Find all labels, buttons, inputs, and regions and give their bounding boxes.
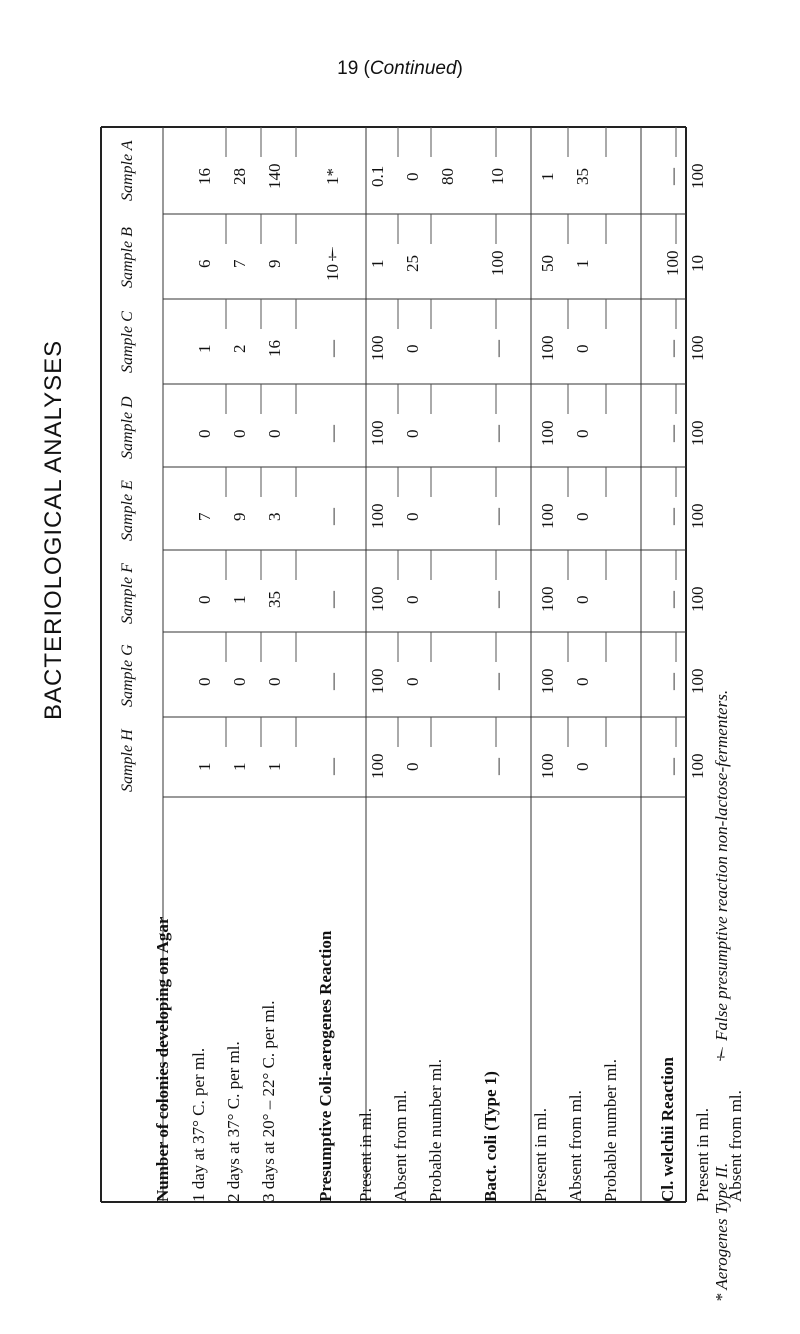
value-cell: 25 xyxy=(403,255,422,272)
value-cell: 140 xyxy=(265,163,284,190)
value-cell: — xyxy=(488,758,507,775)
value-cell: 1 xyxy=(230,595,249,604)
value-cell: 100 xyxy=(368,753,387,780)
value-cell: 100 xyxy=(488,250,507,277)
value-cell: 0 xyxy=(230,429,249,438)
value-cell: — xyxy=(488,508,507,525)
value-cell: — xyxy=(663,168,682,185)
value-cell: 100 xyxy=(688,753,707,780)
value-cell: 100 xyxy=(688,420,707,447)
value-cell: 100 xyxy=(538,668,557,695)
sample-header: Sample E xyxy=(119,480,136,541)
value-cell: — xyxy=(663,508,682,525)
sample-header: Sample H xyxy=(119,729,136,792)
value-cell: 6 xyxy=(195,259,214,268)
value-cell: 100 xyxy=(663,250,682,277)
row-label: Present in ml. xyxy=(693,1108,712,1202)
value-cell: 1 xyxy=(573,259,592,268)
value-cell: 0.1 xyxy=(368,165,387,188)
value-cell: 10† xyxy=(323,245,342,282)
value-cell: 50 xyxy=(538,255,557,272)
value-cell: 100 xyxy=(688,163,707,190)
row-label: Absent from ml. xyxy=(566,1090,585,1202)
value-cell: 0 xyxy=(573,344,592,353)
value-cell: 2 xyxy=(230,344,249,353)
row-label: Cl. welchii Reaction xyxy=(658,1057,677,1202)
value-cell: 1* xyxy=(323,168,342,185)
value-cell: 0 xyxy=(403,677,422,686)
value-cell: 0 xyxy=(403,762,422,771)
value-cell: 100 xyxy=(688,668,707,695)
row-label: Absent from ml. xyxy=(391,1090,410,1202)
row-label: Present in ml. xyxy=(356,1108,375,1202)
row-label: 1 day at 37° C. per ml. xyxy=(189,1047,208,1202)
value-cell: 16 xyxy=(265,340,284,357)
footnote-aerogenes: * Aerogenes Type II. xyxy=(712,1162,731,1303)
value-cell: 0 xyxy=(195,429,214,438)
side-title: BACTERIOLOGICAL ANALYSES xyxy=(40,339,67,721)
value-cell: — xyxy=(323,425,342,442)
row-label: 3 days at 20° – 22° C. per ml. xyxy=(259,1000,278,1202)
value-cell: 9 xyxy=(230,512,249,521)
value-cell: 1 xyxy=(538,172,557,181)
value-cell: — xyxy=(663,758,682,775)
value-cell: 35 xyxy=(573,168,592,185)
value-cell: — xyxy=(323,591,342,608)
value-cell: 100 xyxy=(368,420,387,447)
value-cell: — xyxy=(488,673,507,690)
value-cell: 100 xyxy=(368,335,387,362)
value-cell: 100 xyxy=(368,503,387,530)
value-cell: — xyxy=(323,758,342,775)
value-cell: 80 xyxy=(438,168,457,185)
value-cell: 1 xyxy=(368,259,387,268)
value-cell: 100 xyxy=(538,503,557,530)
value-cell: 1 xyxy=(230,762,249,771)
value-cell: — xyxy=(663,591,682,608)
value-cell: 9 xyxy=(265,259,284,268)
value-cell: — xyxy=(323,673,342,690)
value-cell: 35 xyxy=(265,591,284,608)
row-label: Number of colonies developing on Agar xyxy=(153,916,172,1202)
value-cell: 100 xyxy=(538,753,557,780)
value-cell: 0 xyxy=(573,677,592,686)
row-label: Absent from ml. xyxy=(726,1090,745,1202)
sample-header: Sample G xyxy=(119,644,136,707)
value-cell: 1 xyxy=(265,762,284,771)
row-label: Probable number ml. xyxy=(426,1058,445,1202)
sample-header: Sample F xyxy=(119,563,136,624)
page-number: 19 xyxy=(337,58,359,79)
value-cell: 1 xyxy=(195,762,214,771)
value-cell: 100 xyxy=(688,503,707,530)
value-cell: 100 xyxy=(538,586,557,613)
value-cell: 100 xyxy=(538,420,557,447)
page-header: 19 (Continued) xyxy=(337,58,463,79)
value-cell: — xyxy=(663,340,682,357)
value-cell: 3 xyxy=(265,512,284,521)
value-cell: 0 xyxy=(573,429,592,438)
value-cell: 0 xyxy=(265,677,284,686)
value-cell: 0 xyxy=(230,677,249,686)
value-cell: 0 xyxy=(573,595,592,604)
value-cell: — xyxy=(323,340,342,357)
sample-header: Sample D xyxy=(119,396,136,459)
value-cell: — xyxy=(488,340,507,357)
row-label: Bact. coli (Type 1) xyxy=(481,1071,500,1202)
row-label: Present in ml. xyxy=(531,1108,550,1202)
value-cell: 0 xyxy=(403,429,422,438)
continued-label: Continued xyxy=(369,58,457,79)
footnotes xyxy=(712,690,732,1302)
row-label: Presumptive Coli-aerogenes Reaction xyxy=(316,930,335,1202)
value-cell: 0 xyxy=(573,762,592,771)
sample-header: Sample A xyxy=(119,140,136,201)
value-cell: — xyxy=(663,425,682,442)
row-label: 2 days at 37° C. per ml. xyxy=(224,1041,243,1202)
value-cell: 0 xyxy=(195,595,214,604)
value-cell: 0 xyxy=(403,172,422,181)
value-cell: — xyxy=(488,425,507,442)
value-cell: 1 xyxy=(195,344,214,353)
value-cell: 100 xyxy=(368,668,387,695)
value-cell: 10 xyxy=(688,255,707,272)
value-cell: 100 xyxy=(688,586,707,613)
value-cell: 0 xyxy=(403,595,422,604)
value-cell: 0 xyxy=(265,429,284,438)
footnote-false-presumptive: † False presumptive reaction non-lactose-fermenters. xyxy=(712,690,731,1065)
value-cell: 0 xyxy=(403,344,422,353)
value-cell: 28 xyxy=(230,168,249,185)
value-cell: 0 xyxy=(403,512,422,521)
row-label: Probable number ml. xyxy=(601,1058,620,1202)
value-cell: 100 xyxy=(538,335,557,362)
value-cell: 0 xyxy=(573,512,592,521)
value-cell: 16 xyxy=(195,168,214,185)
value-cell: — xyxy=(488,591,507,608)
value-cell: 7 xyxy=(195,512,214,521)
value-cell: — xyxy=(663,673,682,690)
value-cell: 7 xyxy=(230,259,249,268)
value-cell: — xyxy=(323,508,342,525)
sample-header: Sample B xyxy=(119,227,136,288)
value-cell: 10 xyxy=(488,168,507,185)
value-cell: 0 xyxy=(195,677,214,686)
sample-header: Sample C xyxy=(119,311,136,374)
value-cell: 100 xyxy=(688,335,707,362)
value-cell: 100 xyxy=(368,586,387,613)
